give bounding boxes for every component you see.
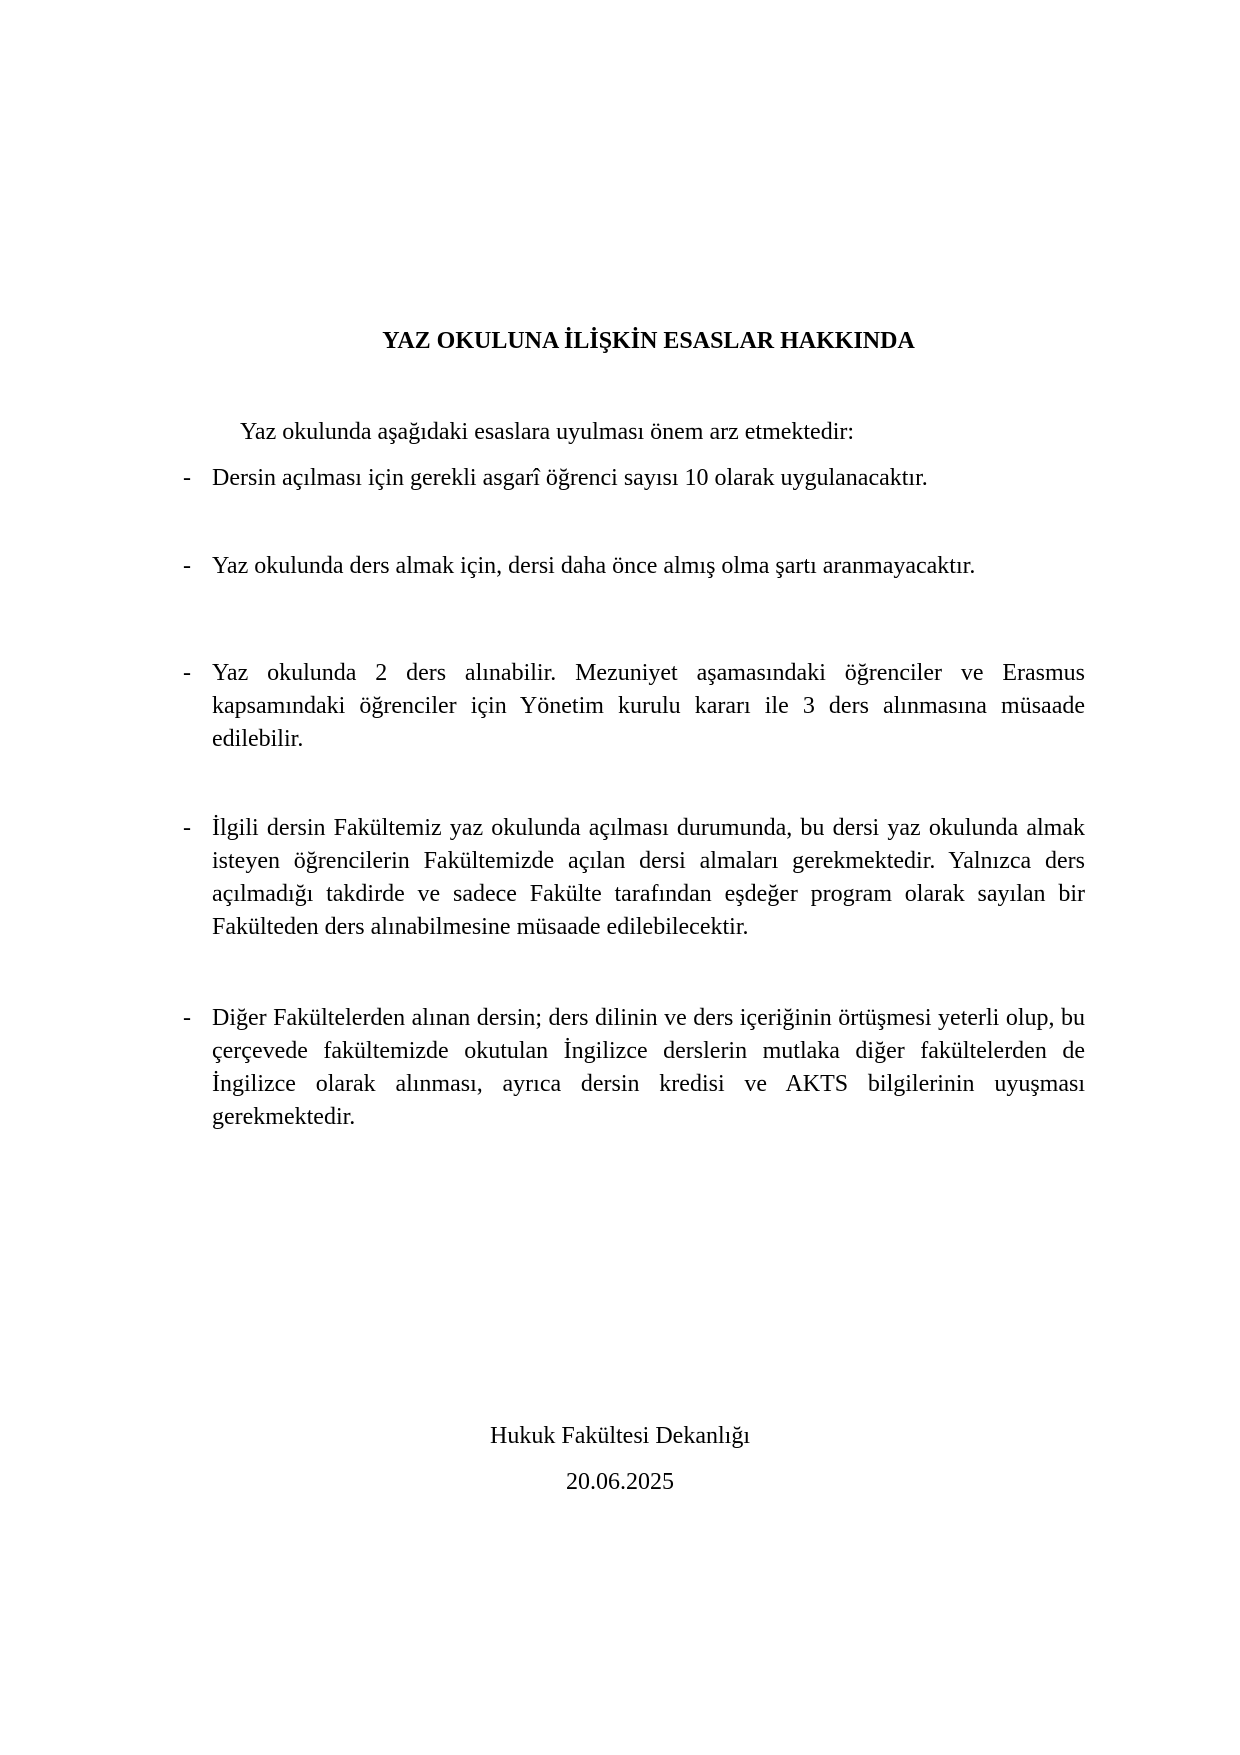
- list-item: [183, 1002, 1085, 1134]
- bullet-dash: -: [183, 815, 191, 841]
- list-item: [183, 657, 1085, 756]
- rules-list: [183, 462, 1085, 1134]
- list-item-text: İlgili dersin Fakültemiz yaz okulunda açılması durumunda, bu dersi yaz okulunda almak isteyen öğrencilerin Fakültemizde açılan dersi almaları gerekmektedir. Yalnızca ders açılmadığı takdirde ve sadece Fakülte tarafından eşdeğer program olarak sayılan bir Fakülteden ders alınabilmesine müsaade edilebilecektir.: [212, 815, 1085, 940]
- list-item-text: Yaz okulunda ders almak için, dersi daha önce almış olma şartı aranmayacaktır.: [212, 553, 976, 579]
- document-title: YAZ OKULUNA İLİŞKİN ESASLAR HAKKINDA: [382, 328, 915, 354]
- list-item-text: Diğer Fakültelerden alınan dersin; ders dilinin ve ders içeriğinin örtüşmesi yeterli olup, bu çerçevede fakültemizde okutulan İngilizce derslerin mutlaka diğer fakültelerden de İngilizce olarak alınması, ayrıca dersin kredisi ve AKTS bilgilerinin uyuşması gerekmektedir.: [212, 1005, 1085, 1130]
- bullet-dash: -: [183, 465, 191, 491]
- signature-line: Hukuk Fakültesi Dekanlığı: [490, 1423, 750, 1449]
- intro-paragraph: Yaz okulunda aşağıdaki esaslara uyulması önem arz etmektedir:: [240, 419, 855, 445]
- list-item: [183, 462, 1085, 495]
- date-line: 20.06.2025: [566, 1469, 674, 1495]
- bullet-dash: -: [183, 553, 191, 579]
- list-item: [183, 812, 1085, 944]
- list-item-text: Dersin açılması için gerekli asgarî öğrenci sayısı 10 olarak uygulanacaktır.: [212, 465, 928, 491]
- signature-block: [155, 1420, 1085, 1499]
- bullet-dash: -: [183, 660, 191, 686]
- bullet-dash: -: [183, 1005, 191, 1031]
- list-item: [183, 550, 1085, 583]
- list-item-text: Yaz okulunda 2 ders alınabilir. Mezuniyet aşamasındaki öğrenciler ve Erasmus kapsamındaki öğrenciler için Yönetim kurulu kararı ile 3 ders alınmasına müsaade edilebilir.: [212, 660, 1085, 752]
